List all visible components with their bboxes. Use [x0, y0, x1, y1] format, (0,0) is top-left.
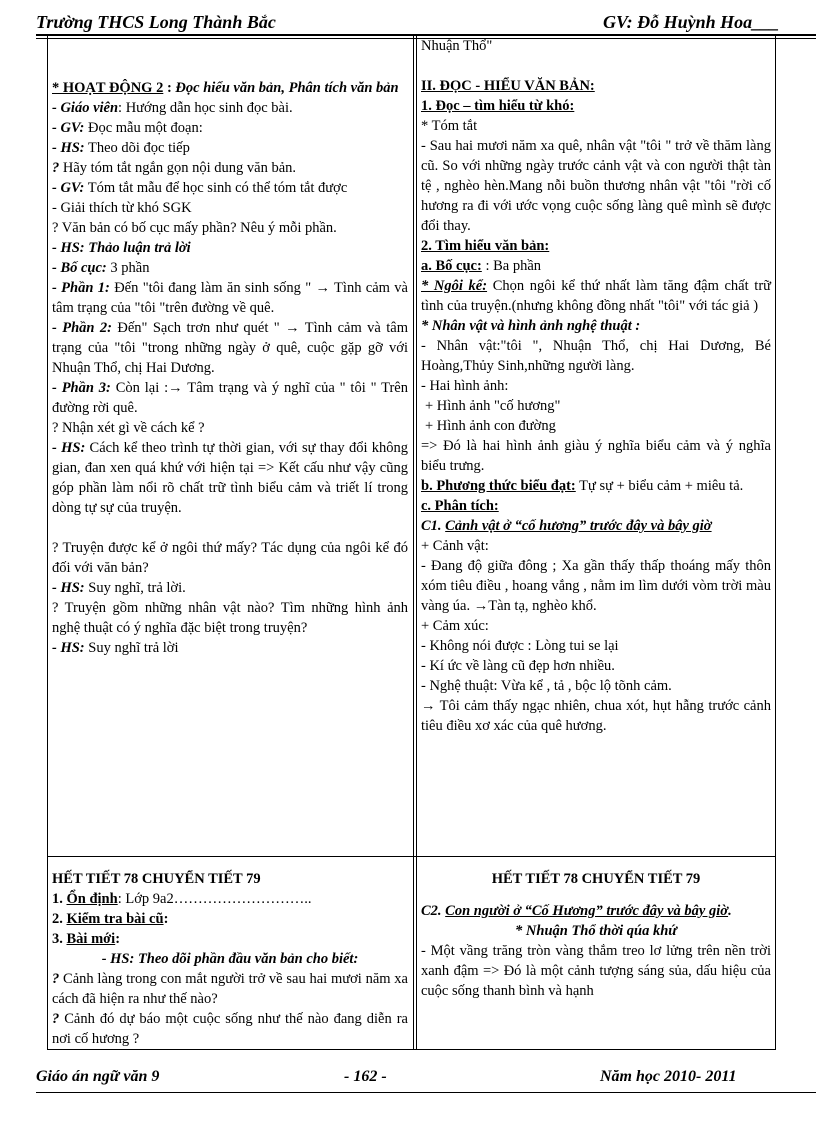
left-top-cell	[52, 78, 408, 658]
hs-think-answer: - HS: Suy nghĩ trả lời	[52, 640, 179, 656]
hs-discuss-line: - HS: Thảo luận trả lời	[52, 240, 191, 256]
section-title: II. ĐỌC - HIỂU VĂN BẢN:	[421, 78, 595, 94]
hs-narration-answer: - HS: Cách kể theo trình tự thời gian, với sự thay đổi không gian, đan xen quá khứ với hiện tại => Kết cấu như vậy cũng góp phần làm nổi rõ chất trữ tình biểu cảm và triết lí trong dòng tự sự của truyện.	[52, 440, 408, 516]
hs-follow-heading: - HS: Theo dõi phần đầu văn bản cho biết:	[101, 951, 359, 967]
emotion-label: + Cảm xúc:	[421, 618, 489, 634]
table-divider	[413, 36, 414, 1050]
structure-line: a. Bố cục: : Ba phần	[421, 258, 542, 274]
question-forecast: ? Cảnh đó dự báo một cuộc sống như thế nào đang diễn ra nơi cố hương ?	[52, 1011, 408, 1047]
table-border-left	[47, 36, 48, 1050]
summary-label: * Tóm tắt	[421, 118, 478, 134]
explain-words-line: - Giải thích từ khó SGK	[52, 200, 192, 216]
footer-rule	[36, 1092, 816, 1093]
image-2: + Hình ảnh con đường	[425, 418, 556, 434]
images-conclusion: => Đó là hai hình ảnh giàu ý nghĩa biểu cảm và ý nghĩa biểu trưng.	[421, 438, 771, 474]
hs-follow-line: - HS: Theo dõi đọc tiếp	[52, 140, 190, 156]
activity-heading: * HOẠT ĐỘNG 2 : Đọc hiểu văn bản, Phân tích văn bản	[52, 80, 399, 96]
table-divider-double	[416, 36, 417, 1050]
analysis-title: c. Phân tích:	[421, 498, 499, 514]
question-narration: ? Nhận xét gì về cách kể ?	[52, 420, 205, 436]
left-bottom-cell	[52, 869, 408, 1049]
question-summary: ? Hãy tóm tắt ngắn gọn nội dung văn bản.	[52, 160, 297, 176]
table-row-divider	[47, 856, 776, 857]
question-person: ? Truyện được kể ở ngôi thứ mấy? Tác dụng của ngôi kể đó đối với văn bản?	[52, 540, 408, 576]
images-label: - Hai hình ảnh:	[421, 378, 509, 394]
emotion-3: - Nghệ thuật: Vừa kể , tả , bộc lộ tõnh cảm.	[421, 678, 672, 694]
question-village: ? Cảnh làng trong con mắt người trở về sau hai mươi năm xa cách đã hiện ra như thế nào?	[52, 971, 408, 1007]
review-line: 2. Kiểm tra bài cũ:	[52, 911, 169, 927]
school-name: Trường THCS Long Thành Bắc	[36, 12, 276, 32]
characters-text: - Nhân vật:"tôi ", Nhuận Thổ, chị Hai Dương, Bé Hoàng,Thủy Sinh,những người làng.	[421, 338, 771, 374]
gv-read-line: - GV: Đọc mẫu một đoạn:	[52, 120, 203, 136]
stabilize-line: 1. Ổn định: Lớp 9a2………………………..	[52, 891, 312, 907]
footer-year: Năm học 2010- 2011	[600, 1068, 737, 1085]
page-number: - 162 -	[344, 1068, 387, 1085]
page-header	[36, 12, 816, 36]
c2-title: C2. Con người ở “Cố Hương” trước đây và bây giờ.	[421, 903, 732, 919]
hs-think-line: - HS: Suy nghĩ, trả lời.	[52, 580, 186, 596]
emotion-2: - Kí ức về làng cũ đẹp hơn nhiều.	[421, 658, 615, 674]
continued-text: Nhuận Thổ"	[421, 38, 493, 54]
structure-line: - Bố cục: 3 phần	[52, 260, 150, 276]
emotion-4: → Tôi cảm thấy ngạc nhiên, chua xót, hụt hẫng trước cảnh tiêu điều xơ xác của quê hương.	[421, 698, 771, 734]
scenery-label: + Cảnh vật:	[421, 538, 489, 554]
expression-mode-line: b. Phương thức biểu đạt: Tự sự + biểu cảm + miêu tả.	[421, 478, 744, 494]
gv-summary-line: - GV: Tóm tắt mẫu để học sinh có thể tóm tắt được	[52, 180, 348, 196]
c1-title: C1. Cảnh vật ở “cố hương” trước đây và bây giờ	[421, 518, 712, 534]
table-border-right	[775, 36, 776, 1050]
footer-subject: Giáo án ngữ văn 9	[36, 1068, 160, 1085]
nhuan-tho-text: - Một vầng trăng tròn vàng thắm treo lơ lửng trên nền trời xanh đậm => Đó là một cảnh tượng sáng sủa, dấu hiệu của cuộc sống thanh bình và hạnh	[421, 943, 771, 999]
teacher-name: GV: Đỗ Huỳnh Hoa___	[603, 12, 780, 32]
part-3-line: - Phần 3: Còn lại :→ Tâm trạng và ý nghĩ của " tôi " Trên đường rời quê.	[52, 380, 408, 416]
question-characters: ? Truyện gồm những nhân vật nào? Tìm những hình ảnh nghệ thuật có ý nghĩa đặc biệt trong truyện?	[52, 600, 408, 636]
new-lesson-line: 3. Bài mới:	[52, 931, 121, 947]
characters-title: * Nhân vật và hình ảnh nghệ thuật :	[421, 318, 641, 334]
emotion-1: - Không nói được : Lòng tui se lại	[421, 638, 619, 654]
part-1-line: - Phần 1: Đến "tôi đang làm ăn sinh sống " → Tình cảm và tâm trạng của "tôi "trên đường về quê.	[52, 280, 408, 316]
scenery-text: - Đang độ giữa đông ; Xa gần thấy thấp thoáng mấy thôn xóm tiêu điều , hoang vắng , nằm im lìm dưới vòm trời màu vàng úa. →Tàn tạ, nghèo khổ.	[421, 558, 771, 614]
nhuan-tho-title: * Nhuận Thổ thời qúa khứ	[515, 923, 677, 939]
right-bottom-cell	[421, 869, 771, 1001]
image-1: + Hình ảnh "cố hương"	[425, 398, 561, 414]
subsection-1-title: 1. Đọc – tìm hiểu từ khó:	[421, 98, 575, 114]
end-lesson-heading: HẾT TIẾT 78 CHUYỂN TIẾT 79	[52, 871, 261, 887]
end-lesson-heading-right: HẾT TIẾT 78 CHUYỂN TIẾT 79	[491, 871, 701, 887]
subsection-2-title: 2. Tìm hiểu văn bản:	[421, 238, 550, 254]
page-footer	[36, 1068, 816, 1092]
right-top-cell	[421, 36, 771, 736]
summary-text: - Sau hai mươi năm xa quê, nhân vật "tôi " trở về thăm làng cũ. So với những ngày trước cảnh vật và con người thật tàn tệ , nghèo hèn.Mang nỗi buồn thương nhân vật "tôi "rời cố hương ra đi với ước vọng cuộc sống làng quê mình sẽ được đổi thay.	[421, 138, 771, 234]
part-2-line: - Phần 2: Đến" Sạch trơn như quét " → Tình cảm và tâm trạng của "tôi "trong những ngày ở quê, cuộc gặp gỡ với Nhuận Thổ, chị Hai Dương.	[52, 320, 408, 376]
question-structure: ? Văn bản có bố cục mấy phần? Nêu ý mỗi phần.	[52, 220, 337, 236]
narrator-line: * Ngôi kể: Chọn ngôi kể thứ nhất làm tăng đậm chất trữ tình của truyện.(nhưng không đồng nhất "tôi" với tác giả )	[421, 278, 772, 314]
table-border-bottom	[47, 1049, 776, 1050]
teacher-line: - Giáo viên: Hướng dẫn học sinh đọc bài.	[52, 100, 293, 116]
